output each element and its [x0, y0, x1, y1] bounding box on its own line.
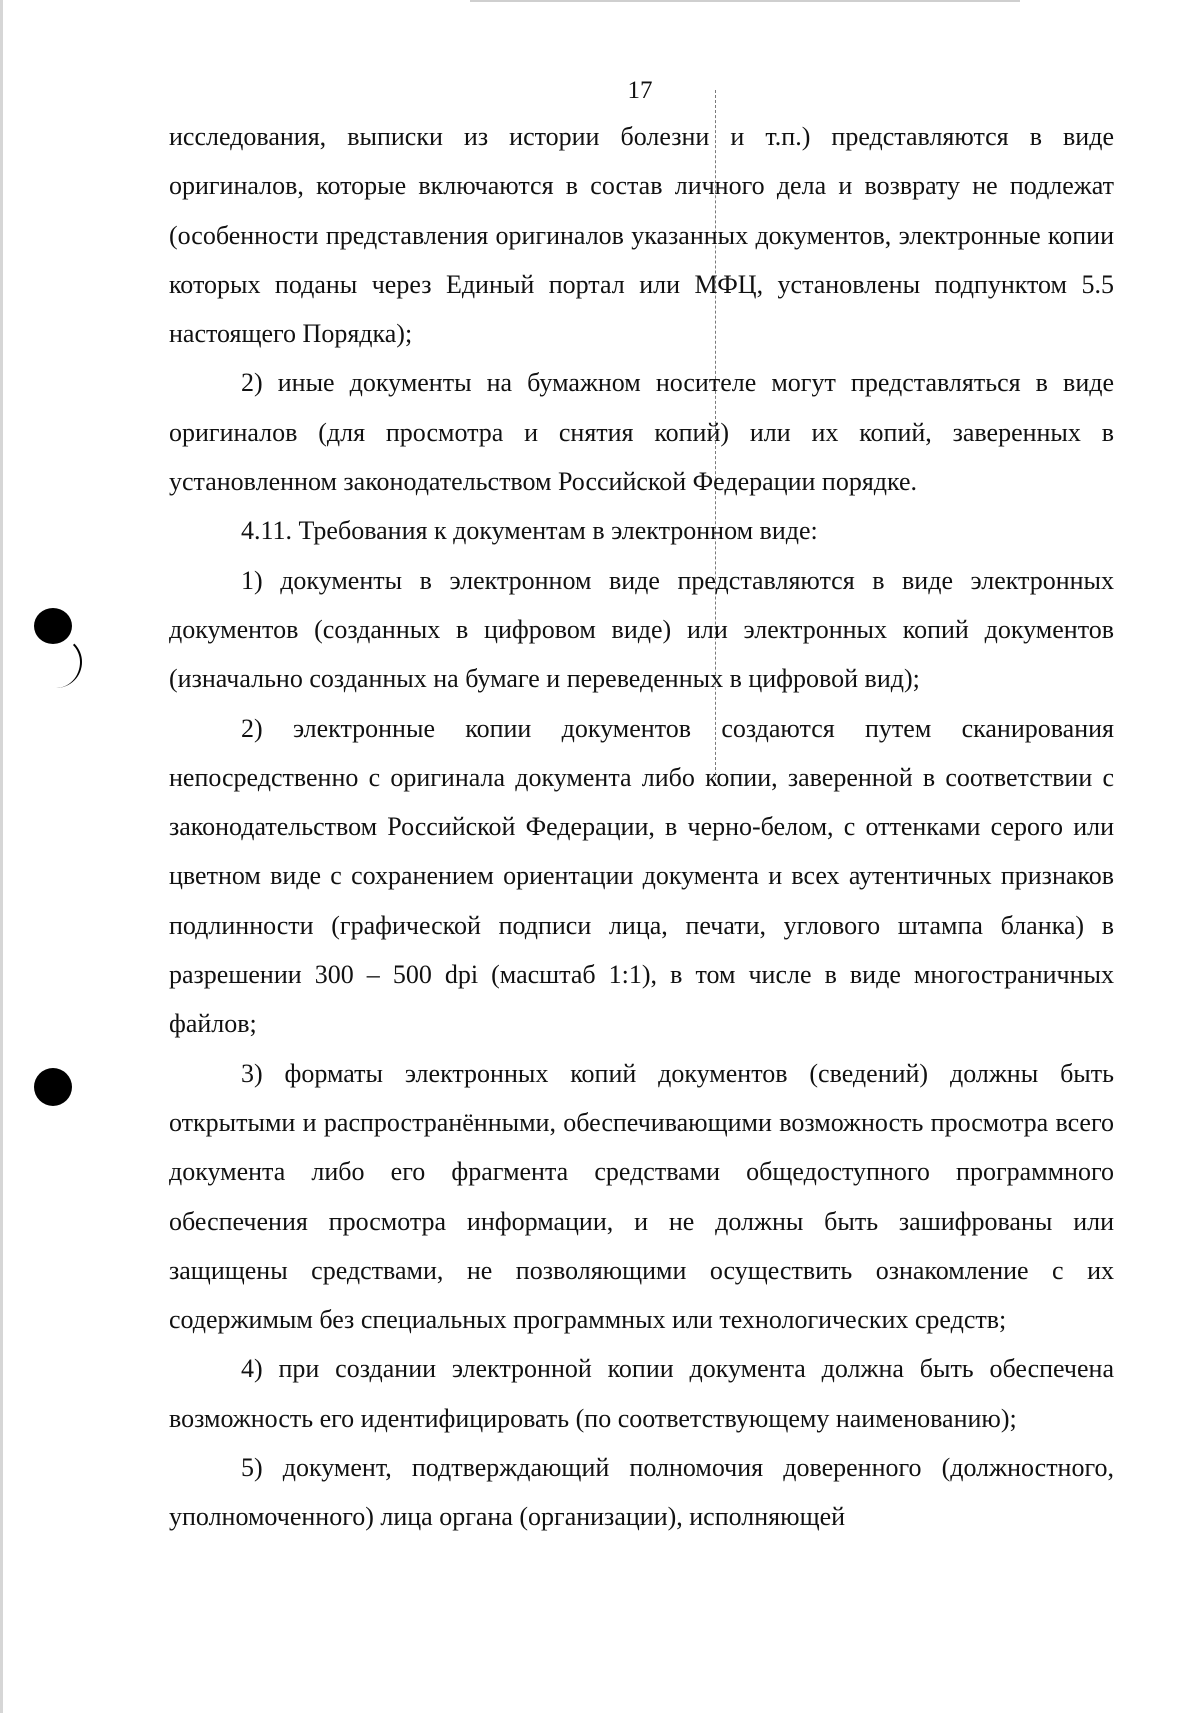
section-heading-4-11: 4.11. Требования к документам в электронном виде: [241, 516, 818, 546]
scan-top-edge [470, 0, 1020, 2]
scan-left-edge [0, 0, 3, 1713]
paragraph-item-2-paper: 2) иные документы на бумажном носителе могут представляться в виде оригиналов (для просмотра и снятия копий) или их копий, заверенных в установленном законодательством Российской Федерации порядке. [169, 368, 1114, 497]
paragraph-item-1: 1) документы в электронном виде представляются в виде электронных документов (созданных в цифровом виде) или электронных копий документов (изначально созданных на бумаге и переведенных в цифровой вид); [169, 565, 1114, 694]
punch-hole-lower [34, 1068, 72, 1106]
document-body [169, 112, 1114, 1542]
paragraph-item-3: 3) форматы электронных копий документов (сведений) должны быть открытыми и распространёнными, обеспечивающими возможность просмотра всего документа либо его фрагмента средствами общедоступного программного обеспечения просмотра информации, и не должны быть зашифрованы или защищены средствами, не позволяющими осуществить ознакомление с их содержимым без специальных программных или технологических средств; [169, 1058, 1114, 1335]
punch-hole-mark [44, 636, 82, 688]
paragraph-item-5: 5) документ, подтверждающий полномочия доверенного (должностного, уполномоченного) лица органа (организации), исполняющей [169, 1453, 1114, 1532]
page-number: 17 [627, 77, 653, 104]
paragraph-item-4: 4) при создании электронной копии документа должна быть обеспечена возможность его идентифицировать (по соответствующему наименованию); [169, 1354, 1114, 1433]
paragraph-item-2: 2) электронные копии документов создаются путем сканирования непосредственно с оригинала документа либо копии, заверенной в соответствии с законодательством Российской Федерации, в черно-белом, с оттенками серого или цветном виде с сохранением ориентации документа и всех аутентичных признаков подлинности (графической подписи лица, печати, углового штампа бланка) в разрешении 300 – 500 dpi (масштаб 1:1), в том числе в виде многостраничных файлов; [169, 713, 1114, 1039]
paragraph-continuation: исследования, выписки из истории болезни и т.п.) представляются в виде оригиналов, которые включаются в состав личного дела и возврату не подлежат (особенности представления оригиналов указанных документов, электронные копии которых поданы через Единый портал или МФЦ, установлены подпунктом 5.5 настоящего Порядка); [169, 122, 1114, 349]
